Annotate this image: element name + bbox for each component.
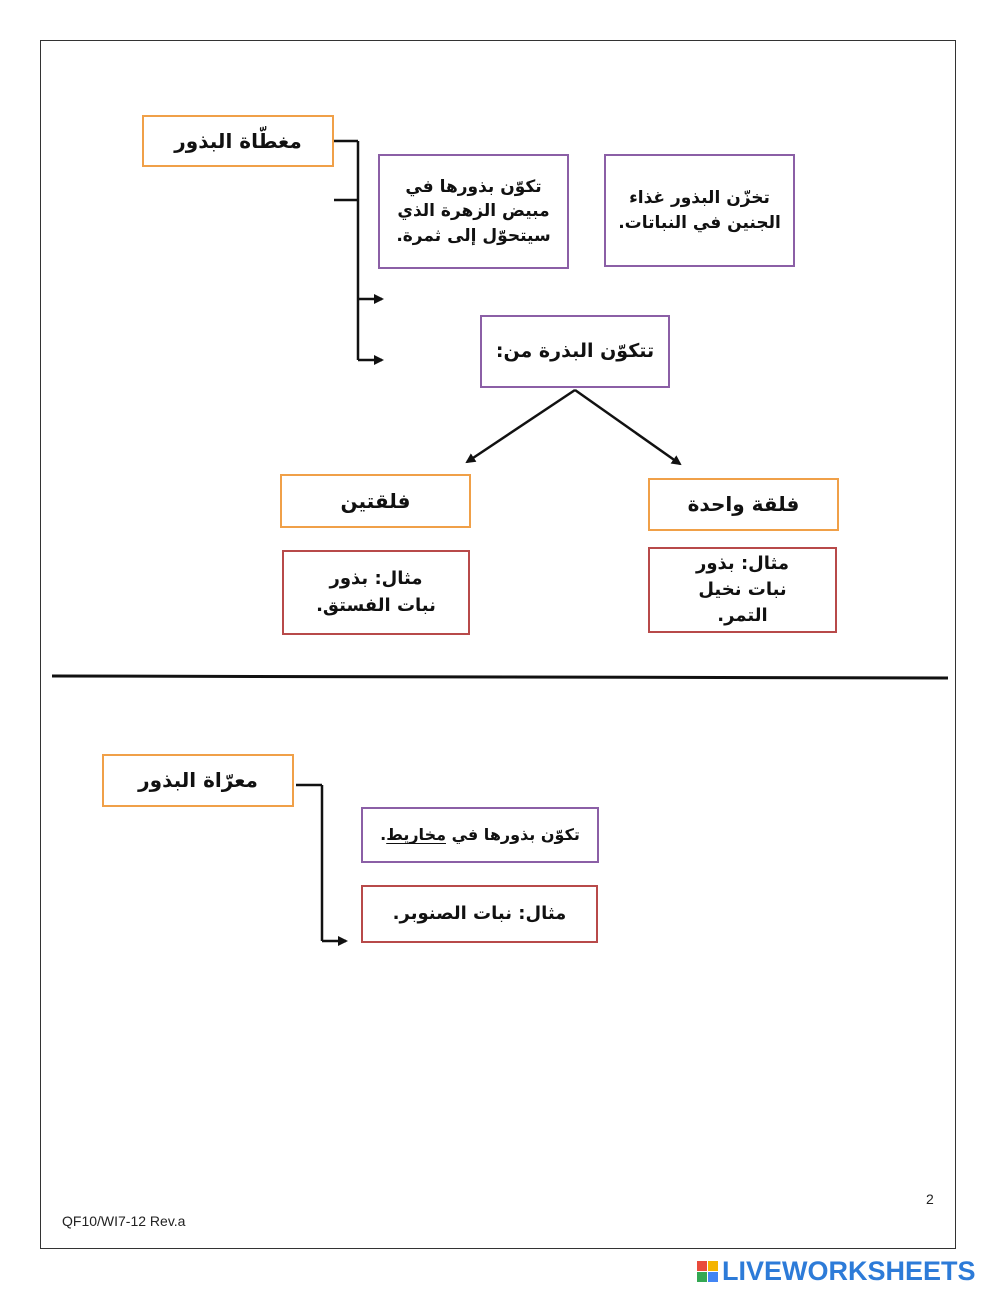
pine-example: مثال: نبات الصنوبر. bbox=[392, 902, 567, 924]
fact-store-box bbox=[604, 154, 795, 267]
cones-box bbox=[361, 807, 599, 863]
logo-square bbox=[708, 1261, 718, 1271]
dicot-example: مثال: بذور نبات الفستق. bbox=[316, 568, 436, 616]
fact-store-text: تخزّن البذور غذاء الجنين في النباتات. bbox=[618, 187, 781, 233]
cones-suffix: . bbox=[380, 825, 387, 845]
naked-seeds-title-box bbox=[102, 754, 294, 807]
gymnosperms-title-box bbox=[142, 115, 334, 167]
cones-term: مخاريط bbox=[386, 825, 446, 845]
naked-seeds-title: معرّاة البذور bbox=[138, 768, 258, 792]
bracket-bottom bbox=[296, 785, 346, 941]
page-number: 2 bbox=[926, 1191, 934, 1207]
monocot-title-box bbox=[648, 478, 839, 531]
dicot-title-box bbox=[280, 474, 471, 528]
seed-composition-text: تتكوّن البذرة من: bbox=[495, 339, 655, 362]
monocot-example: مثال: بذور نبات نخيل التمر. bbox=[695, 552, 790, 627]
doc-code: QF10/WI7-12 Rev.a bbox=[62, 1213, 186, 1229]
fact-ovary-box bbox=[378, 154, 569, 269]
cones-text bbox=[380, 823, 580, 846]
fact-ovary-text: تكوّن بذورها في مبيض الزهرة الذي سيتحوّل إلى ثمرة. bbox=[396, 176, 551, 246]
dicot-example-box bbox=[282, 550, 470, 635]
pine-example-box bbox=[361, 885, 598, 943]
logo-square bbox=[697, 1272, 707, 1282]
bracket-top bbox=[334, 141, 382, 360]
monocot-example-box bbox=[648, 547, 837, 633]
section-divider bbox=[52, 676, 948, 678]
logo-square bbox=[708, 1272, 718, 1282]
brand-logo-icon bbox=[697, 1261, 718, 1282]
gymnosperms-title: مغطّاة البذور bbox=[174, 128, 302, 153]
brand-watermark[interactable] bbox=[697, 1256, 976, 1286]
cones-prefix: تكوّن بذورها في bbox=[446, 825, 580, 845]
monocot-title: فلقة واحدة bbox=[687, 492, 800, 516]
split-arrows bbox=[467, 390, 680, 464]
seed-composition-box bbox=[480, 315, 670, 388]
brand-name: LIVEWORKSHEETS bbox=[722, 1255, 976, 1286]
logo-square bbox=[697, 1261, 707, 1271]
dicot-title: فلقتين bbox=[340, 488, 411, 513]
